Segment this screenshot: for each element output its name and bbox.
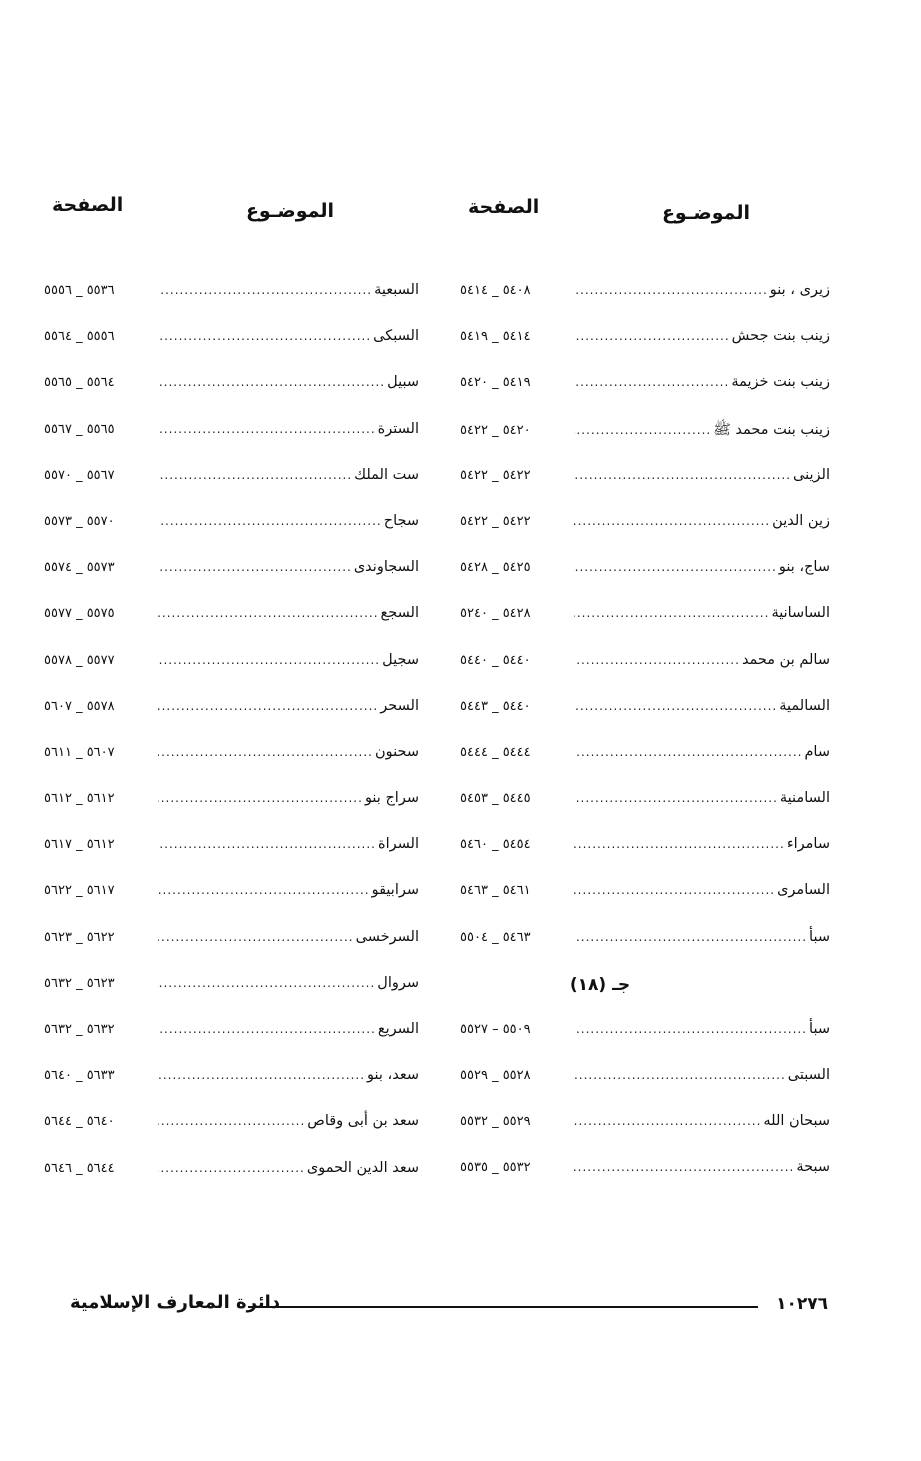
index-entry — [44, 328, 419, 374]
index-entry — [44, 790, 419, 836]
entry-page-range: ٥٥٣٢ _ ٥٥٣٥ — [460, 1160, 531, 1176]
dot-leader — [574, 930, 807, 944]
index-entry — [44, 282, 419, 328]
entry-page-range: ٥٦٣٢ _ ٥٦٣٢ — [44, 1022, 115, 1037]
index-entry — [460, 374, 830, 420]
entry-topic: زين الدين — [772, 512, 830, 529]
entry-page-range: ٥٤١٩ _ ٥٤٢٠ — [460, 375, 531, 391]
entry-topic: الساسانية — [771, 605, 830, 622]
entry-page-range: ٥٥٠٩ – ٥٥٢٧ — [460, 1021, 531, 1037]
index-entry — [460, 929, 830, 975]
dot-leader — [158, 930, 354, 944]
dot-leader — [158, 791, 363, 805]
entry-page-range: ٥٤٢٢ _ ٥٤٢٢ — [460, 467, 531, 483]
entry-page-range: ٥٥٧٨ _ ٥٦٠٧ — [44, 698, 115, 714]
entry-page-range: ٥٤٦٣ _ ٥٥٠٤ — [460, 929, 531, 945]
index-entry — [44, 467, 419, 513]
entry-page-range: ٥٥٥٦ _ ٥٥٦٤ — [44, 329, 115, 345]
topic-header: الموضـوع — [245, 200, 334, 222]
dot-leader — [574, 329, 730, 343]
entry-topic: سبيل — [387, 374, 419, 391]
entry-topic: السجع — [380, 605, 419, 622]
entry-topic: زينب بنت محمد ﷺ — [713, 421, 830, 438]
index-entry — [460, 882, 830, 928]
dot-leader — [158, 560, 352, 574]
index-entry — [44, 882, 419, 928]
index-entry — [460, 652, 830, 698]
index-entry — [44, 836, 419, 882]
index-entry — [460, 1113, 830, 1159]
entry-topic: سام — [804, 743, 830, 760]
entry-topic: ست الملك — [354, 466, 419, 483]
dot-leader — [574, 699, 777, 713]
dot-leader — [158, 1022, 376, 1036]
dot-leader — [158, 1161, 305, 1175]
dot-leader — [574, 375, 729, 389]
entry-page-range: ٥٥٦٥ _ ٥٥٦٧ — [44, 421, 115, 437]
entry-page-range: ٥٤٢٠ _ ٥٤٢٢ — [460, 422, 531, 438]
entry-topic: السجاوندى — [353, 559, 419, 576]
index-entry — [44, 929, 419, 975]
volume-section-heading: جـ (١٨) — [569, 974, 631, 995]
index-entry — [460, 1067, 830, 1113]
index-entry — [460, 605, 830, 651]
entry-page-range: ٥٥٧٠ _ ٥٥٧٣ — [44, 513, 115, 529]
index-entry — [460, 282, 830, 328]
entry-topic: سجاح — [383, 512, 419, 529]
dot-leader — [158, 1068, 365, 1082]
index-entry — [44, 1021, 419, 1067]
entry-topic: سعد بن أبى وقاص — [307, 1113, 419, 1130]
dot-leader — [158, 422, 376, 436]
entry-page-range: ٥٥٧٣ _ ٥٥٧٤ — [44, 560, 115, 576]
dot-leader — [158, 514, 382, 528]
entry-page-range: ٥٤٠٨ _ ٥٤١٤ — [460, 283, 531, 298]
left-column — [44, 190, 419, 1206]
index-entry — [460, 467, 830, 513]
dot-leader — [574, 837, 785, 851]
entry-page-range: ٥٦١٢ _ ٥٦١٧ — [44, 837, 115, 853]
entry-topic: سبحة — [796, 1159, 830, 1176]
dot-leader — [158, 283, 372, 297]
entry-page-range: ٥٤٦١ _ ٥٤٦٣ — [460, 883, 531, 899]
entry-page-range: ٥٥٢٩ _ ٥٥٣٢ — [460, 1114, 531, 1130]
entry-topic: سامراء — [786, 836, 830, 853]
dot-leader — [158, 1114, 305, 1128]
entry-page-range: ٥٥٧٥ _ ٥٥٧٧ — [44, 606, 115, 622]
right-column-header — [460, 190, 830, 250]
entry-topic: السامرى — [777, 882, 830, 899]
index-entry — [44, 1113, 419, 1159]
entry-page-range: ٥٥٦٤ _ ٥٥٦٥ — [44, 375, 115, 391]
entry-topic: السحر — [380, 697, 419, 714]
entry-page-range: ٥٤٤٠ _ ٥٤٤٣ — [460, 698, 531, 714]
dot-leader — [574, 653, 740, 667]
entry-topic: سجيل — [382, 651, 419, 668]
index-entry — [460, 836, 830, 882]
entry-page-range: ٥٦٤٤ _ ٥٦٤٦ — [44, 1160, 115, 1176]
entry-page-range: ٥٦١٧ _ ٥٦٢٢ — [44, 883, 115, 899]
dot-leader — [158, 976, 375, 990]
dot-leader — [158, 837, 376, 851]
page-footer — [48, 1292, 828, 1322]
entry-topic: الزينى — [793, 466, 830, 483]
index-entry — [44, 744, 419, 790]
dot-leader — [158, 745, 373, 759]
entry-page-range: ٥٥٧٧ _ ٥٥٧٨ — [44, 652, 115, 668]
index-entry — [460, 1159, 830, 1205]
entry-topic: السبعية — [374, 282, 419, 298]
index-entry — [44, 559, 419, 605]
dot-leader — [574, 791, 778, 805]
entry-page-range: ٥٤٤٤ _ ٥٤٤٤ — [460, 744, 531, 760]
right-entry-list-volume-18 — [460, 1021, 830, 1206]
page-number: ١٠٢٧٦ — [776, 1294, 828, 1314]
entry-page-range: ٥٦٢٢ _ ٥٦٢٣ — [44, 929, 115, 945]
entry-page-range: ٥٥٢٨ _ ٥٥٢٩ — [460, 1068, 531, 1083]
index-entry — [460, 513, 830, 559]
dot-leader — [574, 468, 791, 482]
entry-topic: السبتى — [787, 1067, 830, 1083]
index-entry — [460, 421, 830, 467]
index-entry — [44, 374, 419, 420]
index-entry — [460, 559, 830, 605]
dot-leader — [158, 606, 379, 620]
index-entry — [44, 421, 419, 467]
entry-page-range: ٥٤٤٠ _ ٥٤٤٠ — [460, 652, 531, 668]
entry-topic: السالمية — [779, 697, 830, 714]
entry-page-range: ٥٥٦٧ _ ٥٥٧٠ — [44, 467, 115, 483]
index-entry — [460, 328, 830, 374]
dot-leader — [574, 1114, 761, 1128]
index-entry — [44, 975, 419, 1021]
entry-topic: سبأ — [809, 928, 830, 945]
page-header: الصفحة — [468, 196, 540, 218]
entry-topic: السريع — [377, 1021, 419, 1037]
index-entry — [44, 1160, 419, 1206]
dot-leader — [574, 606, 769, 620]
dot-leader — [574, 745, 802, 759]
dot-leader — [574, 1022, 807, 1036]
entry-topic: سبحان الله — [763, 1113, 830, 1130]
entry-page-range: ٥٤٢٥ _ ٥٤٢٨ — [460, 560, 531, 576]
dot-leader — [158, 653, 380, 667]
entry-topic: سعد الدين الحموى — [306, 1159, 419, 1176]
entry-topic: سحنون — [374, 743, 419, 760]
entry-topic: السترة — [377, 420, 419, 437]
dot-leader — [158, 329, 371, 343]
index-entry — [44, 652, 419, 698]
entry-topic: سالم بن محمد — [741, 651, 830, 668]
entry-topic: زينب بنت جحش — [731, 328, 830, 345]
entry-page-range: ٥٥٣٦ _ ٥٥٥٦ — [44, 283, 115, 298]
index-entry — [44, 698, 419, 744]
left-column-header — [44, 190, 419, 250]
entry-page-range: ٥٦٠٧ _ ٥٦١١ — [44, 744, 115, 760]
entry-page-range: ٥٤٤٥ _ ٥٤٥٣ — [460, 791, 531, 807]
index-entry — [44, 605, 419, 651]
entry-page-range: ٥٦٤٠ _ ٥٦٤٤ — [44, 1114, 115, 1130]
entry-page-range: ٥٦٣٣ _ ٥٦٤٠ — [44, 1068, 115, 1084]
dot-leader — [158, 468, 352, 482]
dot-leader — [158, 699, 378, 713]
dot-leader — [574, 514, 770, 528]
dot-leader — [158, 375, 385, 389]
topic-header: الموضـوع — [661, 202, 750, 224]
entry-topic: سعد، بنو — [367, 1067, 419, 1084]
right-column — [460, 190, 830, 1206]
dot-leader — [158, 883, 370, 897]
dot-leader — [574, 883, 775, 897]
entry-topic: زينب بنت خزيمة — [731, 374, 830, 391]
entry-topic: سروال — [377, 974, 419, 991]
index-entry — [44, 513, 419, 559]
dot-leader — [574, 283, 768, 297]
left-entry-list — [44, 282, 419, 1206]
entry-topic: زيرى ، بنو — [769, 282, 830, 298]
entry-page-range: ٥٤٢٨ _ ٥٢٤٠ — [460, 606, 531, 622]
dot-leader — [574, 423, 711, 437]
entry-page-range: ٥٦١٢ _ ٥٦١٢ — [44, 791, 115, 807]
index-entry — [460, 744, 830, 790]
entry-page-range: ٥٦٢٣ _ ٥٦٣٢ — [44, 975, 115, 991]
entry-topic: السرخسى — [355, 928, 419, 945]
entry-topic: ساج، بنو — [778, 559, 830, 576]
entry-topic: سبأ — [809, 1020, 830, 1037]
entry-page-range: ٥٤٢٢ _ ٥٤٢٢ — [460, 513, 531, 529]
entry-topic: السبكى — [373, 328, 419, 345]
right-entry-list — [460, 282, 830, 975]
entry-page-range: ٥٤٥٤ _ ٥٤٦٠ — [460, 837, 531, 853]
dot-leader — [574, 1068, 786, 1082]
entry-topic: سراج بنو — [364, 790, 419, 807]
page-header: الصفحة — [52, 194, 124, 216]
entry-page-range: ٥٤١٤ _ ٥٤١٩ — [460, 329, 531, 345]
footer-rule — [248, 1306, 758, 1308]
index-entry — [460, 698, 830, 744]
index-entry — [460, 1021, 830, 1067]
entry-topic: سرابيقو — [371, 882, 419, 899]
index-entry — [460, 790, 830, 836]
index-entry — [44, 1067, 419, 1113]
entry-topic: السامنية — [779, 790, 830, 807]
dot-leader — [574, 560, 777, 574]
publication-title: دائرة المعارف الإسلامية — [69, 1292, 280, 1313]
entry-topic: السراة — [377, 836, 419, 853]
dot-leader — [574, 1160, 794, 1174]
